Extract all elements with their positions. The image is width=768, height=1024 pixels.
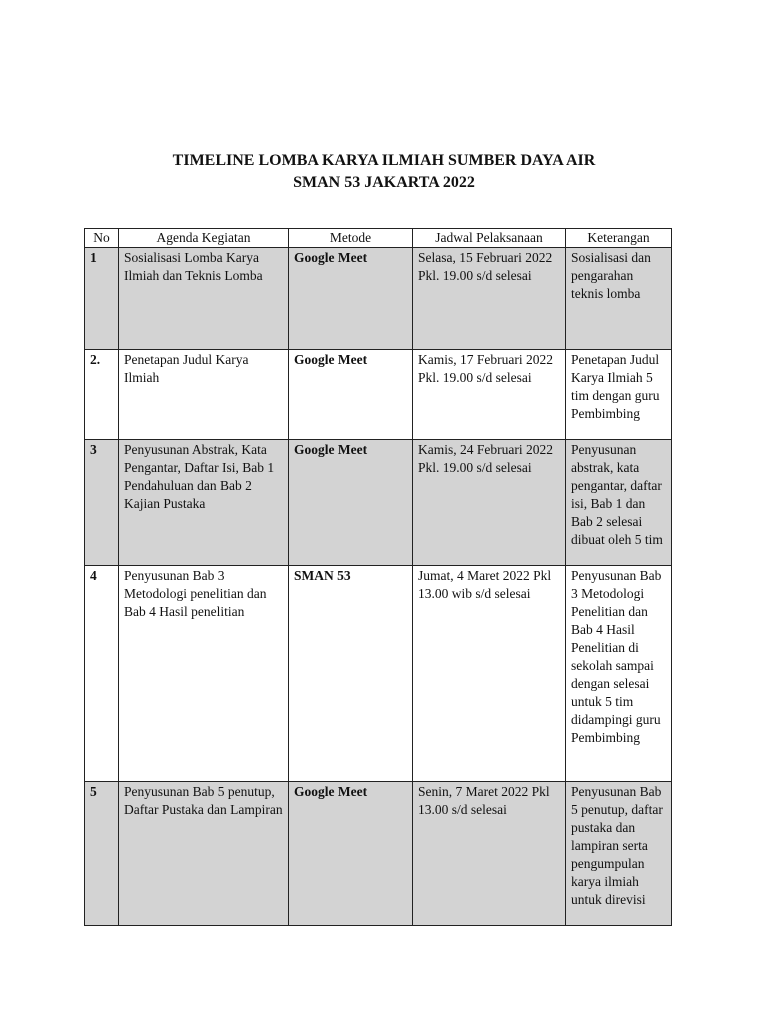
row-notes: Penyusunan Bab 3 Metodologi Penelitian dan Bab 4 Hasil Penelitian di sekolah sampai dengan selesai untuk 5 tim didampingi guru Pembimbing (566, 566, 672, 782)
row-agenda: Penyusunan Bab 3 Metodologi penelitian dan Bab 4 Hasil penelitian (119, 566, 289, 782)
row-method: Google Meet (289, 440, 413, 566)
table-row (85, 248, 672, 350)
row-agenda: Penyusunan Bab 5 penutup, Daftar Pustaka dan Lampiran (119, 782, 289, 926)
row-method: Google Meet (289, 350, 413, 440)
title-line-1: TIMELINE LOMBA KARYA ILMIAH SUMBER DAYA AIR (172, 152, 596, 169)
row-no: 2. (85, 350, 119, 440)
table-row (85, 782, 672, 926)
row-schedule: Jumat, 4 Maret 2022 Pkl 13.00 wib s/d selesai (413, 566, 566, 782)
row-method: SMAN 53 (289, 566, 413, 782)
row-agenda: Sosialisasi Lomba Karya Ilmiah dan Teknis Lomba (119, 248, 289, 350)
header-method: Metode (289, 229, 413, 248)
row-no: 1 (85, 248, 119, 350)
title-line-2: SMAN 53 JAKARTA 2022 (293, 174, 475, 191)
timeline-table (84, 228, 672, 926)
header-notes: Keterangan (566, 229, 672, 248)
row-notes: Penyusunan abstrak, kata pengantar, daftar isi, Bab 1 dan Bab 2 selesai dibuat oleh 5 tim (566, 440, 672, 566)
row-agenda: Penyusunan Abstrak, Kata Pengantar, Daftar Isi, Bab 1 Pendahuluan dan Bab 2 Kajian Pustaka (119, 440, 289, 566)
table-header-row (85, 229, 672, 248)
header-schedule: Jadwal Pelaksanaan (413, 229, 566, 248)
row-notes: Sosialisasi dan pengarahan teknis lomba (566, 248, 672, 350)
row-no: 5 (85, 782, 119, 926)
row-agenda: Penetapan Judul Karya Ilmiah (119, 350, 289, 440)
row-no: 3 (85, 440, 119, 566)
row-schedule: Kamis, 24 Februari 2022 Pkl. 19.00 s/d selesai (413, 440, 566, 566)
table-row (85, 566, 672, 782)
row-schedule: Kamis, 17 Februari 2022 Pkl. 19.00 s/d selesai (413, 350, 566, 440)
row-schedule: Selasa, 15 Februari 2022 Pkl. 19.00 s/d selesai (413, 248, 566, 350)
row-notes: Penetapan Judul Karya Ilmiah 5 tim dengan guru Pembimbing (566, 350, 672, 440)
row-notes: Penyusunan Bab 5 penutup, daftar pustaka dan lampiran serta pengumpulan karya ilmiah untuk direvisi (566, 782, 672, 926)
row-schedule: Senin, 7 Maret 2022 Pkl 13.00 s/d selesai (413, 782, 566, 926)
row-method: Google Meet (289, 782, 413, 926)
document-title (0, 150, 768, 194)
table-row (85, 440, 672, 566)
header-agenda: Agenda Kegiatan (119, 229, 289, 248)
row-method: Google Meet (289, 248, 413, 350)
table-row (85, 350, 672, 440)
header-no: No (85, 229, 119, 248)
row-no: 4 (85, 566, 119, 782)
